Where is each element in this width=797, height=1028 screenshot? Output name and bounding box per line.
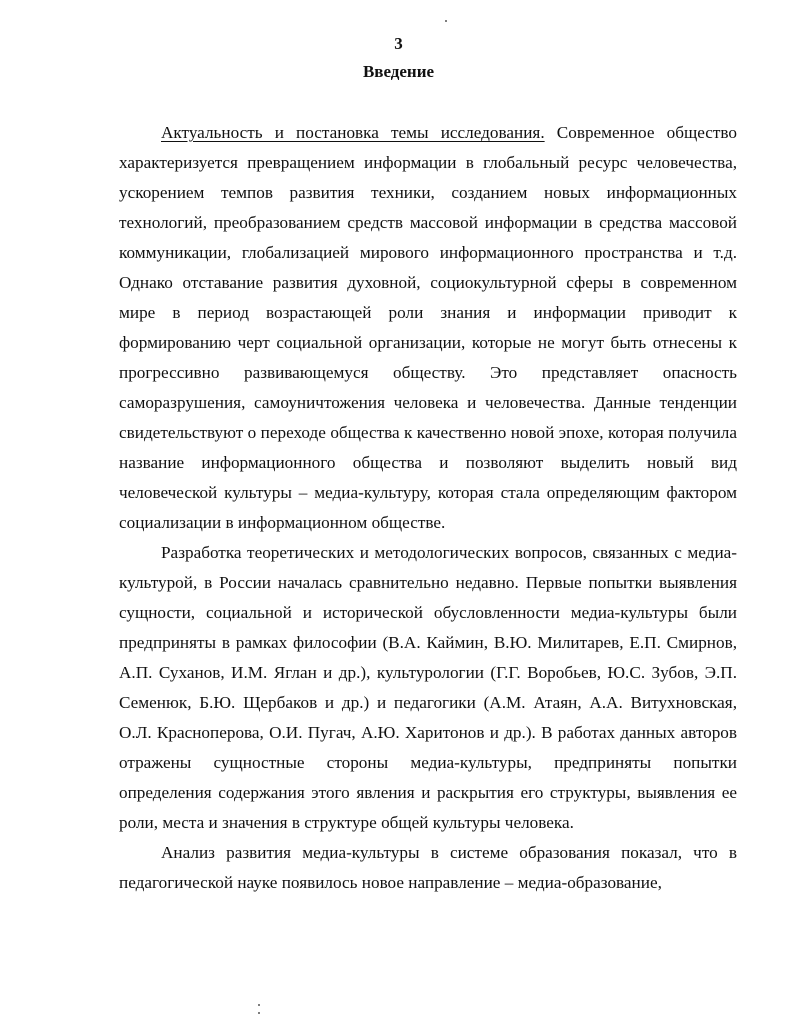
paragraph-text: Современное общество характеризуется превращением информации в глобальный ресурс человечества, ускорением темпов развития техники, созданием новых информационных технологий, преобразованием средств массовой информации в средства массовой коммуникации, глобализацией мирового информационного пространства и т.д. Однако отставание развития духовной, социокультурной сферы в современном мире в период возрастающей роли знания и информации приводит к формированию черт социальной организации, которые не могут быть отнесены к прогрессивно развивающемуся обществу. Это представляет опасность саморазрушения, самоуничтожения человека и человечества. Данные тенденции свидетельствуют о переходе общества к качественно новой эпохе, которая получила название информационного общества и позволяют выделить новый вид человеческой культуры – медиа-культуру, которая стала определяющим фактором социализации в информационном обществе. [119,123,737,532]
paragraph-text: Анализ развития медиа-культуры в системе образования показал, что в педагогической науке появилось новое направление – медиа-образование, [119,843,737,892]
scan-speck [258,1004,260,1006]
paragraph-media-education [119,838,737,898]
section-heading: Введение [362,62,435,81]
paragraph-text: Разработка теоретических и методологических вопросов, связанных с медиа-культурой, в России началась сравнительно недавно. Первые попытки выявления сущности, социальной и исторической обусловленности медиа-культуры были предприняты в рамках философии (В.А. Каймин, В.Ю. Милитарев, Е.П. Смирнов, А.П. Суханов, И.М. Яглан и др.), культурологии (Г.Г. Воробьев, Ю.С. Зубов, Э.П. Семенюк, Б.Ю. Щербаков и др.) и педагогики (А.М. Атаян, А.А. Витухновская, О.Л. Красноперова, О.И. Пугач, А.Ю. Харитонов и др.). В работах данных авторов отражены сущностные стороны медиа-культуры, предприняты попытки определения содержания этого явления и раскрытия его структуры, выявления ее роли, места и значения в структуре общей культуры человека. [119,543,737,832]
paragraph-lead-heading: Актуальность и постановка темы исследования. [161,123,545,142]
paragraph-relevance [119,118,737,538]
body-text [119,118,737,898]
scan-speck [258,1012,260,1014]
page-number: 3 [394,34,403,53]
paragraph-research-review [119,538,737,838]
scan-speck [445,20,447,22]
